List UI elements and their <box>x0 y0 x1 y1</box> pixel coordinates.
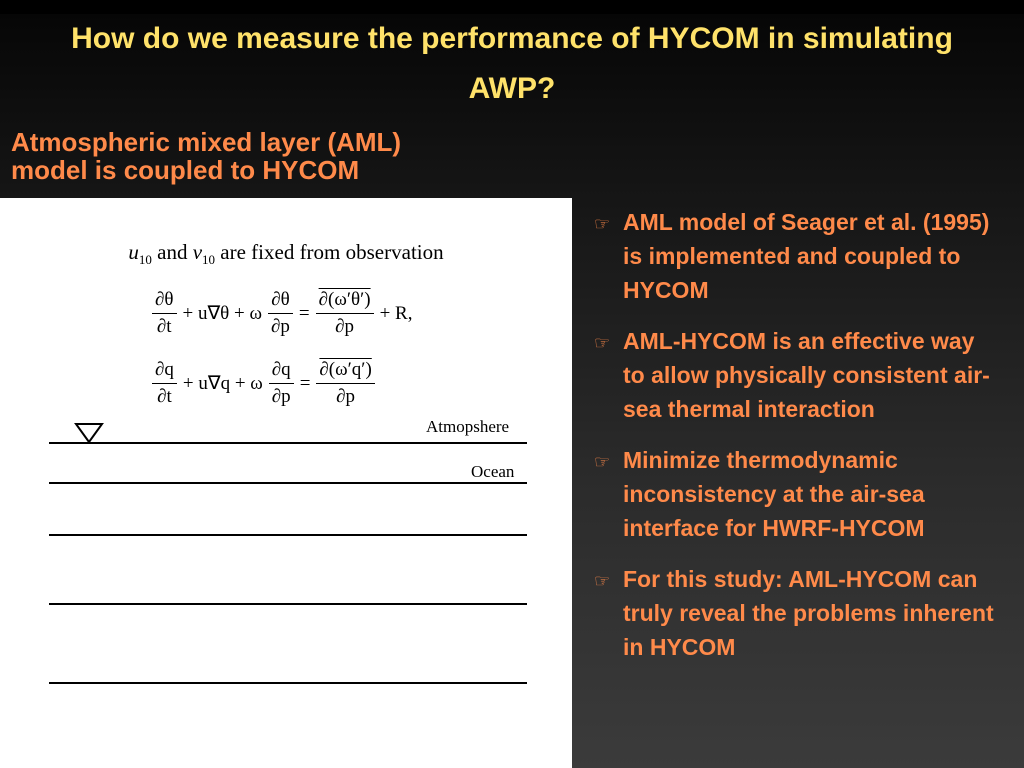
pointing-hand-icon: ☞ <box>594 214 611 234</box>
bullet-text: For this study: AML-HYCOM can truly reveal the problems inherent in HYCOM <box>623 566 994 660</box>
eq1-term-flux: $\frac{\partial(\omega'\theta')}{\partial p}$ <box>316 288 374 339</box>
eq2-equals: = <box>299 372 311 394</box>
bullet-item <box>592 562 1002 664</box>
slide-title: How do we measure the performance of HYCOM in simulating AWP? <box>71 22 953 105</box>
eq2-advection: + u∇q + ω <box>182 373 263 394</box>
eq2-term-dq-dp: $\frac{\partial q}{\partial p}$ <box>269 358 294 409</box>
pointing-hand-icon: ☞ <box>594 333 611 353</box>
v-subscript: 10 <box>202 252 216 268</box>
bullet-text: AML-HYCOM is an effective way to allow physically consistent air-sea thermal interaction <box>623 328 990 422</box>
eq1-radiation: + R, <box>379 302 413 324</box>
pointing-hand-icon: ☞ <box>594 452 611 472</box>
eq1-term-dtheta-dp: $\frac{\partial\theta}{\partial p}$ <box>268 288 293 339</box>
ocean-layer-line-1 <box>49 482 527 484</box>
ocean-layer-line-4 <box>49 682 527 684</box>
bullet-text: Minimize thermodynamic inconsistency at the air-sea interface for HWRF-HYCOM <box>623 447 925 541</box>
bullet-item <box>592 205 1002 307</box>
eq1-advection: + u∇θ + ω <box>182 303 262 324</box>
and-text: and <box>151 240 193 264</box>
q-equation <box>150 358 377 409</box>
ocean-layer-line-3 <box>49 603 527 605</box>
eq2-term-dq-dt: $\frac{\partial q}{\partial t}$ <box>152 358 177 409</box>
water-surface-triangle-icon <box>74 422 104 444</box>
atmosphere-label: Atmopshere <box>426 417 510 436</box>
eq2-term-flux: $\frac{\partial(\omega'q')}{\partial p}$ <box>316 358 374 409</box>
observation-caption <box>0 240 572 268</box>
subtitle-line-1: Atmospheric mixed layer (AML) <box>11 127 402 157</box>
v-symbol: v <box>192 240 203 264</box>
eq1-term-dtheta-dt: $\frac{\partial\theta}{\partial t}$ <box>152 288 177 339</box>
bullet-item <box>592 443 1002 545</box>
pointing-hand-icon: ☞ <box>594 571 611 591</box>
slide-subtitle <box>11 128 571 184</box>
top-bar <box>0 0 1024 14</box>
bullet-text: AML model of Seager et al. (1995) is implemented and coupled to HYCOM <box>623 209 990 303</box>
bullet-list <box>592 205 1002 681</box>
ocean-label: Ocean <box>471 462 515 481</box>
u-symbol: u <box>128 240 139 264</box>
subtitle-line-2: model is coupled to HYCOM <box>11 155 360 185</box>
air-sea-interface-line <box>49 442 527 444</box>
theta-equation <box>150 288 416 339</box>
bullet-item <box>592 324 1002 426</box>
caption-rest: are fixed from observation <box>215 240 444 264</box>
aml-figure-panel <box>0 198 572 768</box>
ocean-layer-line-2 <box>49 534 527 536</box>
u-subscript: 10 <box>138 252 152 268</box>
eq1-equals: = <box>298 302 310 324</box>
